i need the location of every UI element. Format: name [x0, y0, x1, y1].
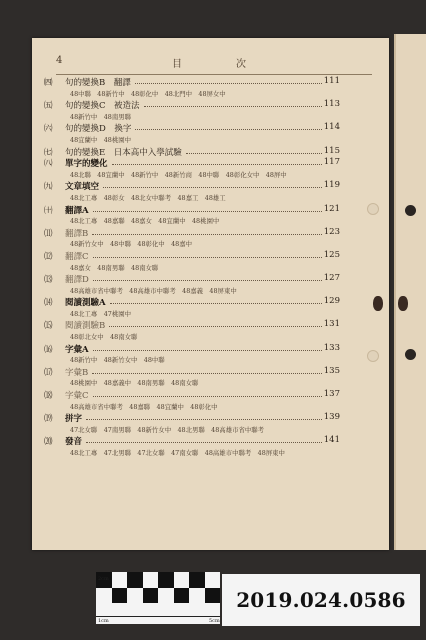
toc-entry-sources — [54, 169, 384, 181]
toc-entry-title: 文章填空 — [65, 182, 100, 193]
toc-entry — [44, 342, 384, 355]
toc-entry-sources — [54, 134, 384, 146]
toc-entry-title: 翻譯D — [65, 275, 89, 286]
toc-entry — [44, 180, 384, 193]
toc-entry — [44, 365, 384, 378]
accession-number: 2019.024.0586 — [222, 574, 420, 626]
toc-entry — [44, 389, 384, 402]
toc-entry-sources — [54, 285, 384, 297]
toc-entry — [44, 435, 384, 448]
toc-entry-sources-text: 48北工專 47桃園中 — [70, 309, 131, 318]
toc-entry — [44, 273, 384, 286]
toc-entry — [44, 296, 384, 309]
toc-entry-page: 123 — [323, 226, 340, 237]
table-of-contents — [44, 76, 384, 459]
toc-entry-sources — [54, 111, 384, 123]
toc-entry-number: ⒃ — [44, 344, 53, 355]
dot-leader — [93, 280, 322, 281]
toc-entry-title: 字彙C — [65, 391, 89, 402]
toc-entry-sources — [54, 377, 384, 389]
toc-entry-sources — [54, 192, 384, 204]
toc-entry-number: ㈥ — [44, 124, 53, 135]
toc-entry-sources-text: 48高雄市省中聯考 48嘉聯 48宜蘭中 48彰化中 — [70, 402, 218, 411]
dot-leader — [86, 419, 322, 420]
toc-entry-sources-text: 48宜蘭中 48桃園中 — [70, 135, 131, 144]
toc-entry-sources-text: 48新竹中 48新竹女中 48中聯 — [70, 356, 165, 365]
dot-leader — [110, 303, 322, 304]
toc-entry — [44, 122, 384, 135]
dot-leader — [109, 326, 322, 327]
toc-entry-page: 141 — [323, 435, 340, 446]
toc-entry-title: 閱讀測驗B — [65, 321, 106, 332]
toc-entry-title: 翻譯A — [65, 205, 89, 216]
dot-leader — [86, 442, 322, 443]
dot-leader — [103, 187, 322, 188]
binding-stain — [373, 296, 383, 311]
binding-stain — [398, 296, 408, 311]
toc-entry-number: ⑿ — [44, 251, 53, 262]
scale-label-left: 1cm — [98, 618, 109, 624]
dot-leader — [135, 83, 322, 84]
toc-entry-page: 117 — [323, 157, 340, 168]
toc-entry-sources — [54, 424, 384, 436]
toc-entry-number: ⒁ — [44, 298, 53, 309]
toc-entry-title: 發音 — [65, 437, 83, 448]
toc-entry — [44, 226, 384, 239]
toc-entry-number: ㈨ — [44, 182, 53, 193]
dot-leader — [93, 257, 322, 258]
toc-entry-sources-text: 48新竹女中 48中聯 48彰化中 48嘉中 — [70, 240, 192, 249]
toc-entry-page: 137 — [323, 389, 340, 400]
toc-entry-sources-text: 48嘉女 48南男聯 48南女聯 — [70, 263, 159, 272]
header-title-right: 次 — [236, 59, 246, 70]
color-scale-bar — [96, 572, 220, 624]
toc-entry-sources — [54, 401, 384, 413]
toc-entry-sources-text: 48北工專 47北男聯 47北女聯 47南女聯 48高雄市中聯考 48屏東中 — [70, 449, 285, 457]
toc-entry-sources — [54, 308, 384, 320]
dot-leader — [92, 234, 322, 235]
toc-entry-title: 句的變換E 日本高中入學試驗 — [65, 147, 182, 158]
toc-entry-page: 133 — [323, 342, 340, 353]
toc-entry-page: 131 — [323, 319, 340, 330]
toc-entry-page: 111 — [323, 76, 340, 86]
toc-entry-sources-text: 48中聯 48新竹中 48彰化中 48北門中 48屏女中 — [70, 89, 226, 98]
toc-entry-title: 句的變換B 翻譯 — [65, 78, 131, 88]
toc-entry — [44, 412, 384, 425]
toc-entry-title: 拼字 — [65, 414, 83, 425]
toc-entry-page: 119 — [323, 180, 340, 191]
dot-leader — [135, 129, 322, 130]
scale-rule — [96, 616, 220, 617]
toc-entry-title: 句的變換C 被造法 — [65, 101, 140, 112]
scale-label-mid: 5cm — [209, 618, 220, 624]
toc-entry — [44, 76, 384, 88]
toc-entry-number: ⒇ — [44, 437, 53, 448]
page-number: 4 — [56, 55, 63, 66]
toc-entry-page: 114 — [323, 122, 340, 133]
dot-leader — [92, 373, 322, 374]
toc-entry-page: 127 — [323, 273, 340, 284]
toc-entry — [44, 249, 384, 262]
header-rule — [56, 74, 372, 75]
toc-entry-number: ㈣ — [44, 78, 53, 88]
adjacent-page — [394, 34, 426, 550]
punch-hole — [405, 349, 416, 360]
toc-entry-sources — [54, 215, 384, 227]
toc-entry-number: ⑾ — [44, 228, 53, 239]
toc-entry-sources — [54, 354, 384, 366]
document-page — [32, 38, 389, 550]
toc-entry-number: ㈧ — [44, 159, 53, 170]
toc-entry-sources-text: 48高雄市省中聯考 48高雄市中聯考 48嘉義 48屏東中 — [70, 286, 237, 295]
toc-entry-sources-text: 48桃園中 48嘉義中 48南男聯 48南女聯 — [70, 379, 199, 388]
toc-entry — [44, 203, 384, 216]
toc-entry-sources-text: 48北工專 48嘉聯 48嘉女 48宜蘭中 48桃園中 — [70, 217, 220, 226]
toc-entry — [44, 145, 384, 158]
punch-hole — [405, 205, 416, 216]
toc-entry-title: 單字的變化 — [65, 159, 108, 170]
toc-entry-page: 129 — [323, 296, 340, 307]
toc-entry-title: 閱讀測驗A — [65, 298, 106, 309]
checker-pattern — [96, 572, 220, 610]
toc-entry-title: 翻譯B — [65, 228, 89, 239]
toc-entry-page: 139 — [323, 412, 340, 423]
toc-entry-number: ⒄ — [44, 367, 53, 378]
toc-entry-number: ㈦ — [44, 147, 53, 158]
punch-hole — [367, 203, 379, 215]
toc-entry-number: ⒆ — [44, 414, 53, 425]
dot-leader — [93, 211, 322, 212]
toc-entry-sources — [54, 88, 384, 100]
toc-entry-sources-text: 48北工專 48彰女 48北女中聯考 48嘉工 48雄工 — [70, 193, 226, 202]
toc-entry-title: 句的變換D 換字 — [65, 124, 132, 135]
toc-entry — [44, 99, 384, 112]
toc-entry-sources — [54, 447, 384, 459]
toc-entry-page: 115 — [323, 145, 340, 156]
toc-entry-page: 125 — [323, 249, 340, 260]
dot-leader — [112, 164, 322, 165]
toc-entry-number: ⒀ — [44, 275, 53, 286]
page-header — [32, 38, 389, 78]
toc-entry-sources-text: 47北女聯 47南男聯 48新竹女中 48北男聯 48高雄市省中聯考 — [70, 425, 265, 434]
toc-entry-sources — [54, 262, 384, 274]
toc-entry-sources — [54, 238, 384, 250]
dot-leader — [144, 106, 322, 107]
toc-entry-page: 135 — [323, 365, 340, 376]
toc-entry-number: ㈩ — [44, 205, 53, 216]
toc-entry-number: ⒅ — [44, 391, 53, 402]
dot-leader — [93, 396, 322, 397]
toc-entry — [44, 157, 384, 170]
punch-hole — [367, 350, 379, 362]
toc-entry-title: 字彙B — [65, 367, 89, 378]
toc-entry-title: 字彙A — [65, 344, 89, 355]
dot-leader — [93, 350, 322, 351]
toc-entry-page: 121 — [323, 203, 340, 214]
scale-label-top: 2cm — [98, 576, 109, 582]
toc-entry-sources-text: 48彰北女中 48南女聯 — [70, 333, 138, 342]
toc-entry-title: 翻譯C — [65, 251, 89, 262]
header-title-left: 目 — [172, 59, 182, 70]
toc-entry — [44, 319, 384, 332]
toc-entry-sources-text: 48北聯 48宜蘭中 48新竹中 48新竹商 48中聯 48彰化女中 48屏中 — [70, 170, 287, 179]
toc-entry-sources — [54, 331, 384, 343]
toc-entry-sources-text: 48新竹中 48南男聯 — [70, 112, 131, 121]
toc-entry-page: 113 — [323, 99, 340, 110]
toc-entry-number: ⒂ — [44, 321, 53, 332]
toc-entry-number: ㈤ — [44, 101, 53, 112]
